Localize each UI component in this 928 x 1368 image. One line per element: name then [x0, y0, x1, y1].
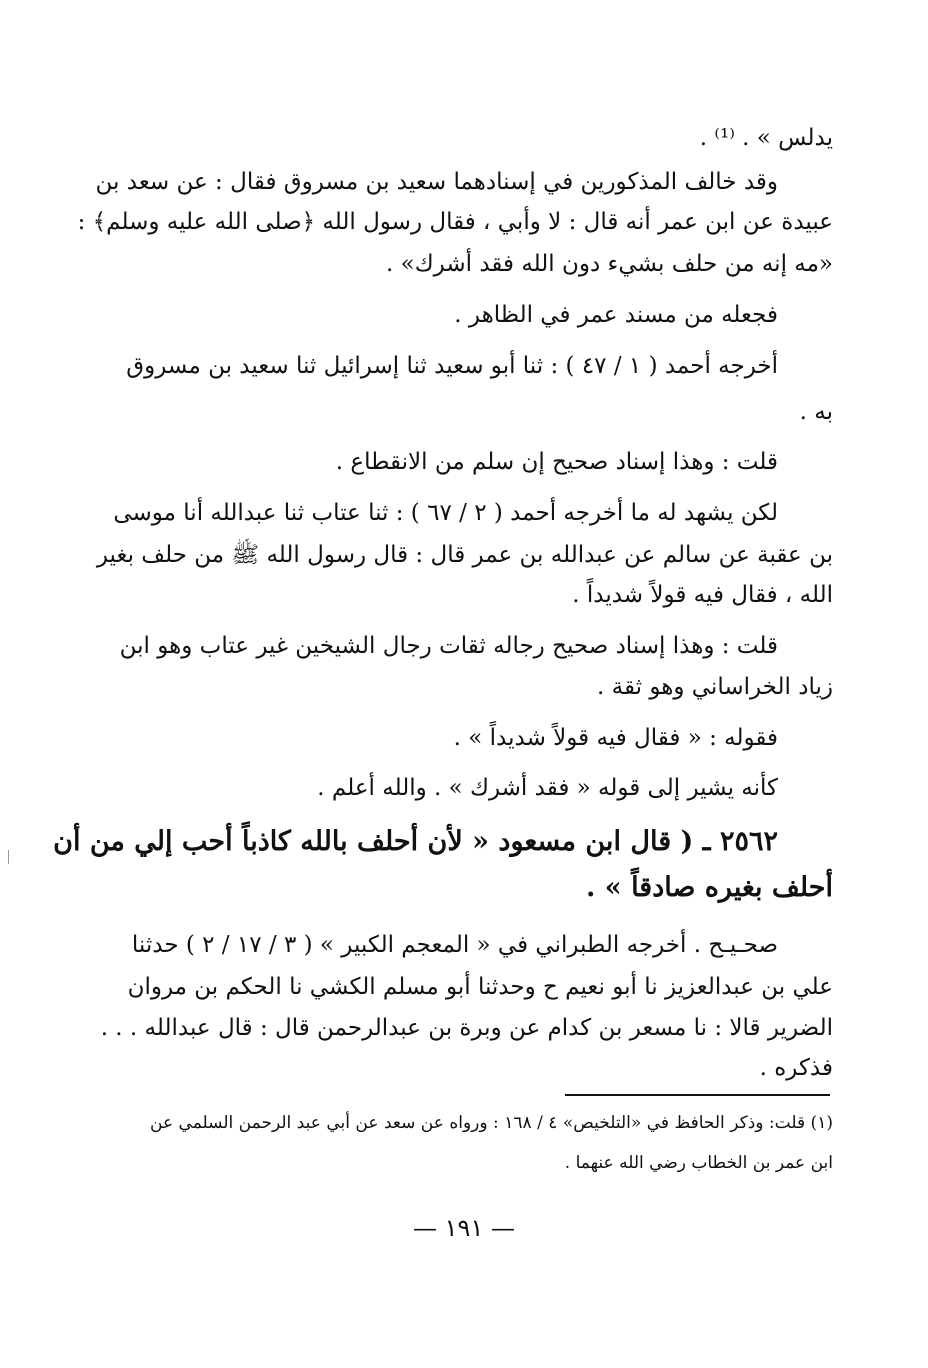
- text-line: أخرجه أحمد ( ١ / ٤٧ ) : ثنا أبو سعيد ثنا إسرائيل ثنا سعيد بن مسروق: [126, 353, 778, 379]
- text-line: قلت : وهذا إسناد صحيح إن سلم من الانقطاع .: [335, 449, 778, 475]
- text-line: صحـيـح . أخرجه الطبراني في « المعجم الكبير » ( ٣ / ١٧ / ٢ ) حدثنا: [131, 932, 778, 958]
- text-line: علي بن عبدالعزيز نا أبو نعيم ح وحدثنا أبو مسلم الكشي نا الحكم بن مروان: [127, 974, 833, 1000]
- hadith-heading: ٢٥٦٢ ـ ( قال ابن مسعود « لأن أحلف بالله كاذباً أحب إلي من أن: [53, 826, 778, 857]
- footnote-line: (١) قلت: وذكر الحافظ في «التلخيص» ٤ / ١٦٨ : ورواه عن سعد عن أبي عبد الرحمن السلمي عن: [150, 1113, 833, 1133]
- text-line: كأنه يشير إلى قوله « فقد أشرك » . والله أعلم .: [317, 775, 778, 801]
- text-line: «مه إنه من حلف بشيء دون الله فقد أشرك» .: [386, 251, 833, 277]
- footnote-line: ابن عمر بن الخطاب رضي الله عنهما .: [564, 1153, 833, 1173]
- scan-edge-mark: [8, 850, 9, 864]
- text-line: فذكره .: [759, 1055, 833, 1081]
- text-line: يدلس » . ⁽¹⁾ .: [699, 125, 833, 151]
- text-line: الضرير قالا : نا مسعر بن كدام عن وبرة بن عبدالرحمن قال : قال عبدالله . . .: [100, 1015, 833, 1041]
- text-line: زياد الخراساني وهو ثقة .: [597, 674, 833, 700]
- text-line: الله ، فقال فيه قولاً شديداً .: [572, 582, 833, 608]
- text-line: فقوله : « فقال فيه قولاً شديداً » .: [453, 725, 778, 751]
- text-line: عبيدة عن ابن عمر أنه قال : لا وأبي ، فقال رسول الله ﴿صلى الله عليه وسلم﴾ :: [77, 209, 833, 235]
- text-line: لكن يشهد له ما أخرجه أحمد ( ٢ / ٦٧ ) : ثنا عتاب ثنا عبدالله أنا موسى: [113, 500, 778, 526]
- text-line: به .: [799, 399, 833, 425]
- text-line: بن عقبة عن سالم عن عبدالله بن عمر قال : قال رسول الله ﷺ من حلف بغير: [96, 542, 833, 568]
- footnote-divider: [565, 1094, 830, 1096]
- text-line: وقد خالف المذكورين في إسنادهما سعيد بن مسروق فقال : عن سعد بن: [95, 169, 778, 195]
- hadith-heading: أحلف بغيره صادقاً » .: [586, 872, 833, 903]
- text-line: فجعله من مسند عمر في الظاهر .: [454, 302, 778, 328]
- page-number: — ١٩١ —: [413, 1214, 515, 1242]
- text-line: قلت : وهذا إسناد صحيح رجاله ثقات رجال الشيخين غير عتاب وهو ابن: [119, 633, 778, 659]
